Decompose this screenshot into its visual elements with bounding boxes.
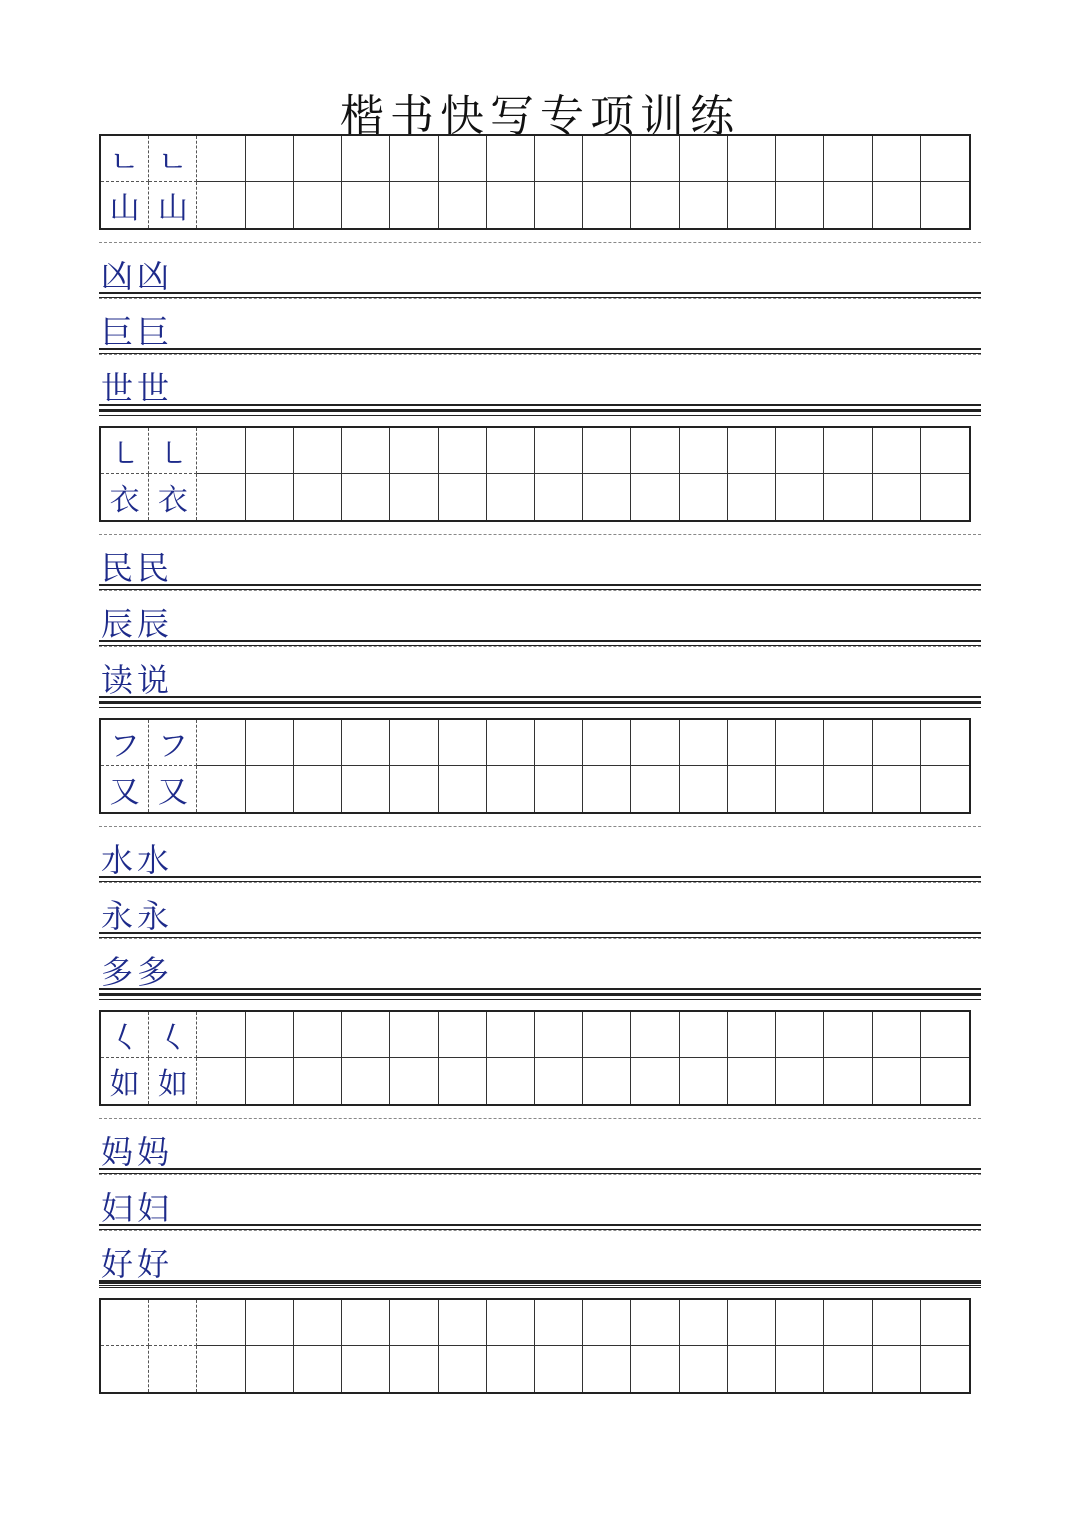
blank-cell xyxy=(921,766,969,812)
practice-grid xyxy=(99,718,971,814)
blank-cell xyxy=(680,766,728,812)
blank-cell xyxy=(583,1012,631,1058)
blank-cell xyxy=(824,136,872,182)
blank-cell xyxy=(294,1300,342,1346)
blank-cell xyxy=(631,1346,679,1392)
blank-cell xyxy=(390,428,438,474)
blank-cell xyxy=(921,136,969,182)
section-separator xyxy=(99,410,981,416)
blank-cell xyxy=(535,474,583,520)
blank-cell xyxy=(728,1058,776,1104)
writing-line xyxy=(99,882,981,938)
blank-cell xyxy=(921,428,969,474)
blank-cell xyxy=(294,720,342,766)
blank-cell xyxy=(535,1346,583,1392)
baseline xyxy=(99,932,981,934)
blank-cell xyxy=(583,766,631,812)
sample-cell xyxy=(101,1300,149,1346)
blank-cell xyxy=(342,136,390,182)
sample-cell: ㄴ xyxy=(101,136,149,182)
dashed-guide xyxy=(99,1174,981,1175)
blank-cell xyxy=(197,1300,245,1346)
blank-cell xyxy=(583,182,631,228)
blank-cell xyxy=(197,720,245,766)
blank-cell xyxy=(246,428,294,474)
handwritten-sample: 凶凶 xyxy=(101,257,174,295)
blank-cell xyxy=(246,182,294,228)
blank-cell xyxy=(342,1346,390,1392)
section-separator xyxy=(99,702,981,708)
blank-cell xyxy=(921,1346,969,1392)
blank-cell xyxy=(439,474,487,520)
blank-cell xyxy=(680,720,728,766)
blank-cell xyxy=(680,182,728,228)
blank-cell xyxy=(680,136,728,182)
blank-cell xyxy=(439,1012,487,1058)
sample-cell: 如 xyxy=(149,1058,197,1104)
baseline xyxy=(99,696,981,698)
practice-grid xyxy=(99,134,971,230)
blank-cell xyxy=(776,1300,824,1346)
blank-cell xyxy=(776,1346,824,1392)
blank-cell xyxy=(776,136,824,182)
handwritten-sample: 多多 xyxy=(101,953,174,991)
blank-cell xyxy=(824,1300,872,1346)
blank-cell xyxy=(824,182,872,228)
blank-cell xyxy=(487,720,535,766)
blank-cell xyxy=(390,1058,438,1104)
blank-cell xyxy=(294,1058,342,1104)
blank-cell xyxy=(583,1346,631,1392)
dashed-guide xyxy=(99,298,981,299)
blank-cell xyxy=(390,182,438,228)
sample-cell xyxy=(149,1300,197,1346)
blank-cell xyxy=(246,1300,294,1346)
blank-cell xyxy=(728,136,776,182)
blank-cell xyxy=(921,182,969,228)
blank-cell xyxy=(439,1300,487,1346)
blank-cell xyxy=(776,182,824,228)
dashed-guide xyxy=(99,646,981,647)
sample-cell: 𡿨 xyxy=(149,1012,197,1058)
blank-cell xyxy=(680,1300,728,1346)
blank-cell xyxy=(728,1300,776,1346)
blank-cell xyxy=(728,1346,776,1392)
blank-cell xyxy=(631,1058,679,1104)
blank-cell xyxy=(390,1300,438,1346)
blank-cell xyxy=(439,428,487,474)
blank-cell xyxy=(246,136,294,182)
blank-cell xyxy=(390,720,438,766)
baseline xyxy=(99,1224,981,1226)
blank-cell xyxy=(439,1058,487,1104)
blank-cell xyxy=(390,1012,438,1058)
sample-cell: フ xyxy=(149,720,197,766)
dashed-guide xyxy=(99,242,981,243)
blank-cell xyxy=(342,1058,390,1104)
blank-cell xyxy=(680,474,728,520)
blank-cell xyxy=(776,1058,824,1104)
blank-cell xyxy=(583,136,631,182)
blank-cell xyxy=(873,1300,921,1346)
blank-cell xyxy=(439,1346,487,1392)
blank-cell xyxy=(294,428,342,474)
baseline xyxy=(99,988,981,990)
blank-cell xyxy=(535,182,583,228)
blank-cell xyxy=(487,182,535,228)
blank-cell xyxy=(583,720,631,766)
blank-cell xyxy=(873,474,921,520)
blank-cell xyxy=(776,720,824,766)
sample-cell: ㄴ xyxy=(149,136,197,182)
sample-cell: フ xyxy=(101,720,149,766)
sample-cell: 山 xyxy=(101,182,149,228)
handwritten-sample: 好好 xyxy=(101,1245,174,1283)
baseline xyxy=(99,640,981,642)
blank-cell xyxy=(728,720,776,766)
blank-cell xyxy=(197,428,245,474)
blank-cell xyxy=(535,1300,583,1346)
blank-cell xyxy=(535,1058,583,1104)
blank-cell xyxy=(921,1300,969,1346)
blank-cell xyxy=(824,1058,872,1104)
baseline xyxy=(99,876,981,878)
blank-cell xyxy=(921,720,969,766)
blank-cell xyxy=(246,720,294,766)
blank-cell xyxy=(246,1058,294,1104)
writing-line xyxy=(99,590,981,646)
writing-line xyxy=(99,1174,981,1230)
sample-cell xyxy=(149,1346,197,1392)
blank-cell xyxy=(631,1012,679,1058)
blank-cell xyxy=(197,1346,245,1392)
blank-cell xyxy=(631,474,679,520)
blank-cell xyxy=(197,182,245,228)
sample-cell: 衣 xyxy=(101,474,149,520)
dashed-guide xyxy=(99,826,981,827)
practice-grid xyxy=(99,426,971,522)
writing-line xyxy=(99,1118,981,1174)
writing-line xyxy=(99,242,981,298)
sample-cell: 衣 xyxy=(149,474,197,520)
dashed-guide xyxy=(99,534,981,535)
practice-grid xyxy=(99,1298,971,1394)
handwritten-sample: 巨巨 xyxy=(101,313,174,351)
sample-cell: 又 xyxy=(101,766,149,812)
blank-cell xyxy=(583,1300,631,1346)
blank-cell xyxy=(487,474,535,520)
blank-cell xyxy=(487,1346,535,1392)
baseline xyxy=(99,584,981,586)
blank-cell xyxy=(824,428,872,474)
blank-cell xyxy=(246,1346,294,1392)
handwritten-sample: 辰辰 xyxy=(101,605,174,643)
blank-cell xyxy=(680,1058,728,1104)
blank-cell xyxy=(776,766,824,812)
blank-cell xyxy=(535,428,583,474)
blank-cell xyxy=(824,766,872,812)
writing-line xyxy=(99,1230,981,1286)
blank-cell xyxy=(631,136,679,182)
blank-cell xyxy=(728,182,776,228)
baseline xyxy=(99,1168,981,1170)
dashed-guide xyxy=(99,1118,981,1119)
blank-cell xyxy=(873,1012,921,1058)
blank-cell xyxy=(342,720,390,766)
blank-cell xyxy=(197,136,245,182)
blank-cell xyxy=(390,766,438,812)
blank-cell xyxy=(631,182,679,228)
blank-cell xyxy=(487,1300,535,1346)
section-separator xyxy=(99,994,981,1000)
blank-cell xyxy=(487,1058,535,1104)
sample-cell: ㇄ xyxy=(149,428,197,474)
blank-cell xyxy=(197,474,245,520)
blank-cell xyxy=(487,136,535,182)
blank-cell xyxy=(439,136,487,182)
blank-cell xyxy=(873,1058,921,1104)
blank-cell xyxy=(342,182,390,228)
dashed-guide xyxy=(99,882,981,883)
blank-cell xyxy=(776,428,824,474)
writing-line xyxy=(99,938,981,994)
blank-cell xyxy=(342,474,390,520)
blank-cell xyxy=(246,1012,294,1058)
writing-line xyxy=(99,534,981,590)
blank-cell xyxy=(921,1012,969,1058)
blank-cell xyxy=(873,766,921,812)
blank-cell xyxy=(583,1058,631,1104)
blank-cell xyxy=(197,1058,245,1104)
blank-cell xyxy=(873,182,921,228)
blank-cell xyxy=(824,720,872,766)
blank-cell xyxy=(439,766,487,812)
blank-cell xyxy=(824,1012,872,1058)
handwritten-sample: 永永 xyxy=(101,897,174,935)
blank-cell xyxy=(776,474,824,520)
writing-line xyxy=(99,826,981,882)
blank-cell xyxy=(487,766,535,812)
blank-cell xyxy=(535,720,583,766)
baseline xyxy=(99,348,981,350)
blank-cell xyxy=(342,1300,390,1346)
blank-cell xyxy=(680,428,728,474)
blank-cell xyxy=(824,1346,872,1392)
writing-line xyxy=(99,646,981,702)
blank-cell xyxy=(535,136,583,182)
blank-cell xyxy=(197,1012,245,1058)
blank-cell xyxy=(631,1300,679,1346)
dashed-guide xyxy=(99,590,981,591)
blank-cell xyxy=(824,474,872,520)
blank-cell xyxy=(728,428,776,474)
dashed-guide xyxy=(99,938,981,939)
blank-cell xyxy=(873,136,921,182)
page-title: 楷书快写专项训练 xyxy=(340,91,740,142)
baseline xyxy=(99,292,981,294)
sample-cell: 如 xyxy=(101,1058,149,1104)
blank-cell xyxy=(921,474,969,520)
handwritten-sample: 读说 xyxy=(101,661,174,699)
blank-cell xyxy=(776,1012,824,1058)
blank-cell xyxy=(390,474,438,520)
blank-cell xyxy=(921,1058,969,1104)
blank-cell xyxy=(294,182,342,228)
blank-cell xyxy=(342,428,390,474)
blank-cell xyxy=(294,1346,342,1392)
blank-cell xyxy=(873,1346,921,1392)
blank-cell xyxy=(535,1012,583,1058)
section-separator xyxy=(99,1282,981,1288)
writing-line xyxy=(99,298,981,354)
blank-cell xyxy=(390,1346,438,1392)
blank-cell xyxy=(535,766,583,812)
blank-cell xyxy=(583,428,631,474)
blank-cell xyxy=(583,474,631,520)
blank-cell xyxy=(487,1012,535,1058)
sample-cell: ㇄ xyxy=(101,428,149,474)
dashed-guide xyxy=(99,354,981,355)
blank-cell xyxy=(294,1012,342,1058)
blank-cell xyxy=(631,720,679,766)
dashed-guide xyxy=(99,1230,981,1231)
blank-cell xyxy=(439,720,487,766)
blank-cell xyxy=(631,766,679,812)
blank-cell xyxy=(246,766,294,812)
handwritten-sample: 世世 xyxy=(101,369,174,407)
handwritten-sample: 水水 xyxy=(101,841,174,879)
blank-cell xyxy=(197,766,245,812)
blank-cell xyxy=(680,1012,728,1058)
sample-cell: 又 xyxy=(149,766,197,812)
sample-cell xyxy=(101,1346,149,1392)
blank-cell xyxy=(680,1346,728,1392)
blank-cell xyxy=(439,182,487,228)
handwritten-sample: 妈妈 xyxy=(101,1133,174,1171)
blank-cell xyxy=(487,428,535,474)
blank-cell xyxy=(342,1012,390,1058)
blank-cell xyxy=(294,136,342,182)
sample-cell: 山 xyxy=(149,182,197,228)
blank-cell xyxy=(631,428,679,474)
blank-cell xyxy=(342,766,390,812)
sample-cell: 𡿨 xyxy=(101,1012,149,1058)
writing-line xyxy=(99,354,981,410)
blank-cell xyxy=(390,136,438,182)
handwritten-sample: 妇妇 xyxy=(101,1189,174,1227)
handwritten-sample: 民民 xyxy=(101,549,174,587)
blank-cell xyxy=(728,766,776,812)
practice-grid xyxy=(99,1010,971,1106)
blank-cell xyxy=(728,474,776,520)
blank-cell xyxy=(294,474,342,520)
blank-cell xyxy=(873,428,921,474)
blank-cell xyxy=(246,474,294,520)
blank-cell xyxy=(294,766,342,812)
baseline xyxy=(99,404,981,406)
blank-cell xyxy=(728,1012,776,1058)
blank-cell xyxy=(873,720,921,766)
